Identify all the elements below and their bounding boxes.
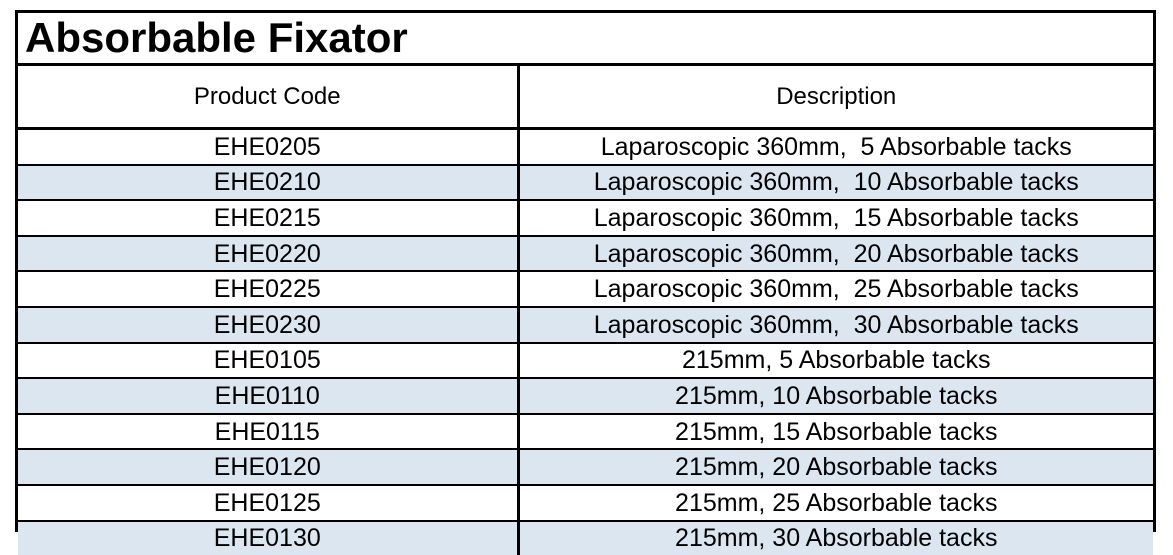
header-row (18, 66, 1153, 129)
product-code-cell: EHE0225 (18, 271, 518, 307)
description-cell: Laparoscopic 360mm, 10 Absorbable tacks (518, 165, 1153, 201)
description-cell: 215mm, 5 Absorbable tacks (518, 343, 1153, 379)
description-cell: 215mm, 15 Absorbable tacks (518, 414, 1153, 450)
column-header-product-code: Product Code (18, 66, 518, 129)
description-cell: Laparoscopic 360mm, 25 Absorbable tacks (518, 271, 1153, 307)
product-code-cell: EHE0130 (18, 521, 518, 555)
table-row (18, 485, 1153, 521)
product-code-cell: EHE0120 (18, 449, 518, 485)
description-cell: Laparoscopic 360mm, 5 Absorbable tacks (518, 129, 1153, 165)
description-cell: 215mm, 20 Absorbable tacks (518, 449, 1153, 485)
product-code-cell: EHE0110 (18, 378, 518, 414)
table-row (18, 200, 1153, 236)
description-cell: Laparoscopic 360mm, 30 Absorbable tacks (518, 307, 1153, 343)
product-code-cell: EHE0105 (18, 343, 518, 379)
table-row (18, 378, 1153, 414)
table-row (18, 271, 1153, 307)
product-code-cell: EHE0115 (18, 414, 518, 450)
table-row (18, 129, 1153, 165)
product-code-cell: EHE0205 (18, 129, 518, 165)
table-row (18, 236, 1153, 272)
description-cell: 215mm, 10 Absorbable tacks (518, 378, 1153, 414)
product-code-cell: EHE0230 (18, 307, 518, 343)
product-table (18, 66, 1153, 555)
product-code-cell: EHE0220 (18, 236, 518, 272)
table-row (18, 307, 1153, 343)
description-cell: 215mm, 30 Absorbable tacks (518, 521, 1153, 555)
table-row (18, 343, 1153, 379)
product-code-cell: EHE0210 (18, 165, 518, 201)
column-header-description: Description (518, 66, 1153, 129)
description-cell: Laparoscopic 360mm, 15 Absorbable tacks (518, 200, 1153, 236)
product-code-cell: EHE0215 (18, 200, 518, 236)
table-title: Absorbable Fixator (18, 13, 1153, 66)
table-row (18, 165, 1153, 201)
product-table-sheet (15, 10, 1156, 553)
product-code-cell: EHE0125 (18, 485, 518, 521)
description-cell: Laparoscopic 360mm, 20 Absorbable tacks (518, 236, 1153, 272)
table-row (18, 449, 1153, 485)
description-cell: 215mm, 25 Absorbable tacks (518, 485, 1153, 521)
table-row (18, 414, 1153, 450)
table-row (18, 521, 1153, 555)
